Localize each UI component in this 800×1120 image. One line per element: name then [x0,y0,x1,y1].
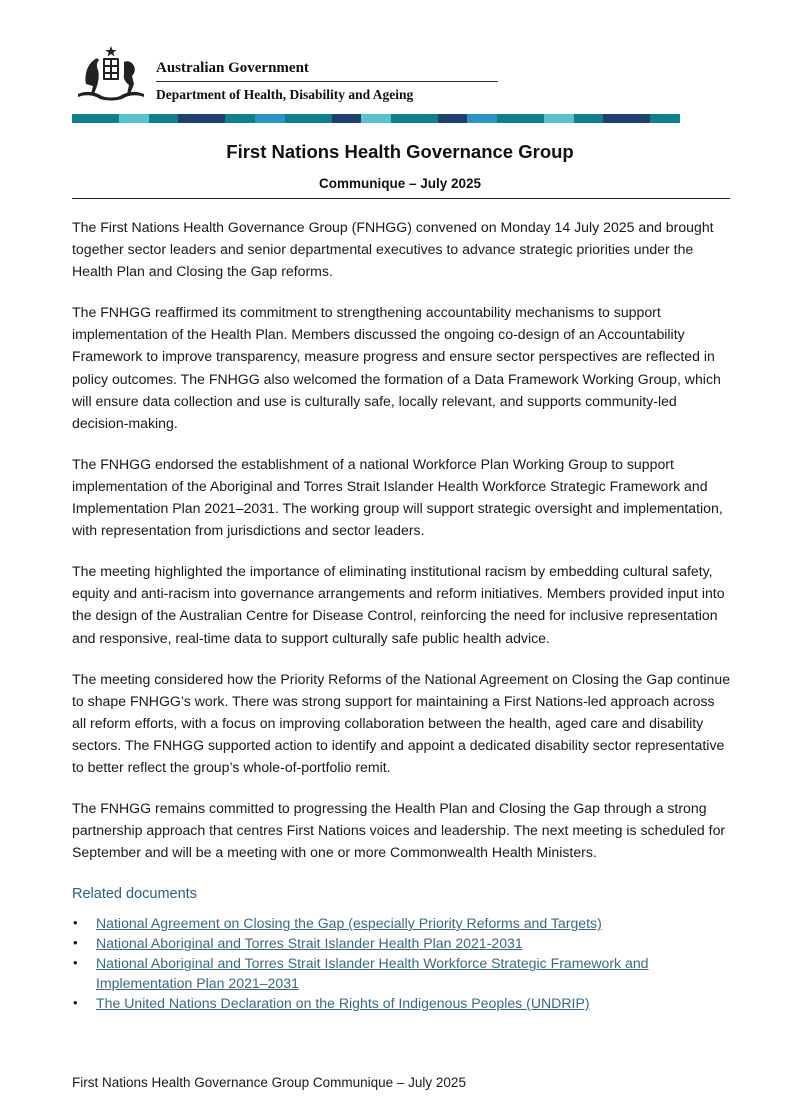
color-bar-segment [178,114,225,123]
link-closing-the-gap-agreement[interactable]: National Agreement on Closing the Gap (especially Priority Reforms and Targets) [96,915,602,931]
color-bar-segment [650,114,680,123]
government-name: Australian Government [156,60,309,76]
bullet-icon: • [73,995,78,1010]
title-divider [72,198,730,199]
color-bar-segment [438,114,468,123]
related-documents-heading: Related documents [72,886,197,902]
color-bar-segment [285,114,332,123]
color-bar-segment [391,114,438,123]
paragraph-cultural-safety: The meeting highlighted the importance of eliminating institutional racism by embedding cultural safety, equity and anti-racism into governance arrangements and reform initiatives. Members provided input into the design of the Australian Centre for Disease Control, reinforcing the need for inclusive representation and responsive, real-time data to support culturally safe public health advice. [72,563,725,646]
header-divider [156,81,498,82]
page-footer: First Nations Health Governance Group Communique – July 2025 [72,1075,466,1090]
header-color-bar [72,114,680,123]
department-name: Department of Health, Disability and Ageing [156,87,414,102]
document-subtitle: Communique – July 2025 [318,176,482,191]
list-item [72,933,732,953]
color-bar-segment [361,114,391,123]
color-bar-segment [574,114,604,123]
list-item [72,993,732,1013]
document-title: First Nations Health Governance Group [226,141,574,162]
link-health-plan[interactable]: National Aboriginal and Torres Strait Islander Health Plan 2021-2031 [96,935,523,951]
color-bar-segment [467,114,497,123]
color-bar-segment [603,114,650,123]
color-bar-segment [255,114,285,123]
color-bar-segment [119,114,149,123]
paragraph-accountability: The FNHGG reaffirmed its commitment to strengthening accountability mechanisms to support implementation of the Health Plan. Members discussed the ongoing co-design of an Accountability Framework to improve transparency, measure progress and ensure sector perspectives are reflected in policy outcomes. The FNHGG also welcomed the formation of a Data Framework Working Group, which will ensure data collection and use is culturally safe, locally relevant, and supports community-led decision-making. [72,304,721,431]
coat-of-arms-icon [72,44,150,102]
paragraph-meeting-overview: The First Nations Health Governance Group (FNHGG) convened on Monday 14 July 2025 and brought together sector leaders and senior departmental executives to advance strategic priorities under the Health Plan and Closing the Gap reforms. [72,219,714,280]
related-documents-list [72,913,732,1013]
color-bar-segment [72,114,119,123]
paragraph-workforce: The FNHGG endorsed the establishment of a national Workforce Plan Working Group to support implementation of the Aboriginal and Torres Strait Islander Health Workforce Strategic Framework and Implementation Plan 2021–2031. The working group will support strategic oversight and implementation, with representation from jurisdictions and sector leaders. [72,455,723,539]
page-header [72,42,432,104]
color-bar-segment [544,114,574,123]
bullet-icon: • [73,955,78,970]
list-item [72,913,732,933]
color-bar-segment [497,114,544,123]
color-bar-segment [149,114,179,123]
paragraph-priority-reforms: The meeting considered how the Priority Reforms of the National Agreement on Closing the Gap continue to shape FNHGG’s work. There was strong support for maintaining a First Nations-led approach across all reform efforts, with a focus on improving collaboration between the health, aged care and disability sectors. The FNHGG supported action to identify and appoint a dedicated disability sector representative to better reflect the group’s whole-of-portfolio remit. [72,670,731,775]
body-text [72,216,732,882]
bullet-icon: • [73,935,78,950]
bullet-icon: • [73,915,78,930]
color-bar-segment [332,114,362,123]
link-undrip[interactable]: The United Nations Declaration on the Rights of Indigenous Peoples (UNDRIP) [96,995,590,1011]
paragraph-next-meeting: The FNHGG remains committed to progressing the Health Plan and Closing the Gap through a strong partnership approach that centres First Nations voices and leadership. The next meeting is scheduled for September and will be a meeting with one or more Commonwealth Health Ministers. [72,800,726,861]
color-bar-segment [225,114,255,123]
list-item [72,953,732,993]
link-workforce-framework[interactable]: National Aboriginal and Torres Strait Islander Health Workforce Strategic Framework and Implementation Plan 2021–2031 [96,955,649,991]
